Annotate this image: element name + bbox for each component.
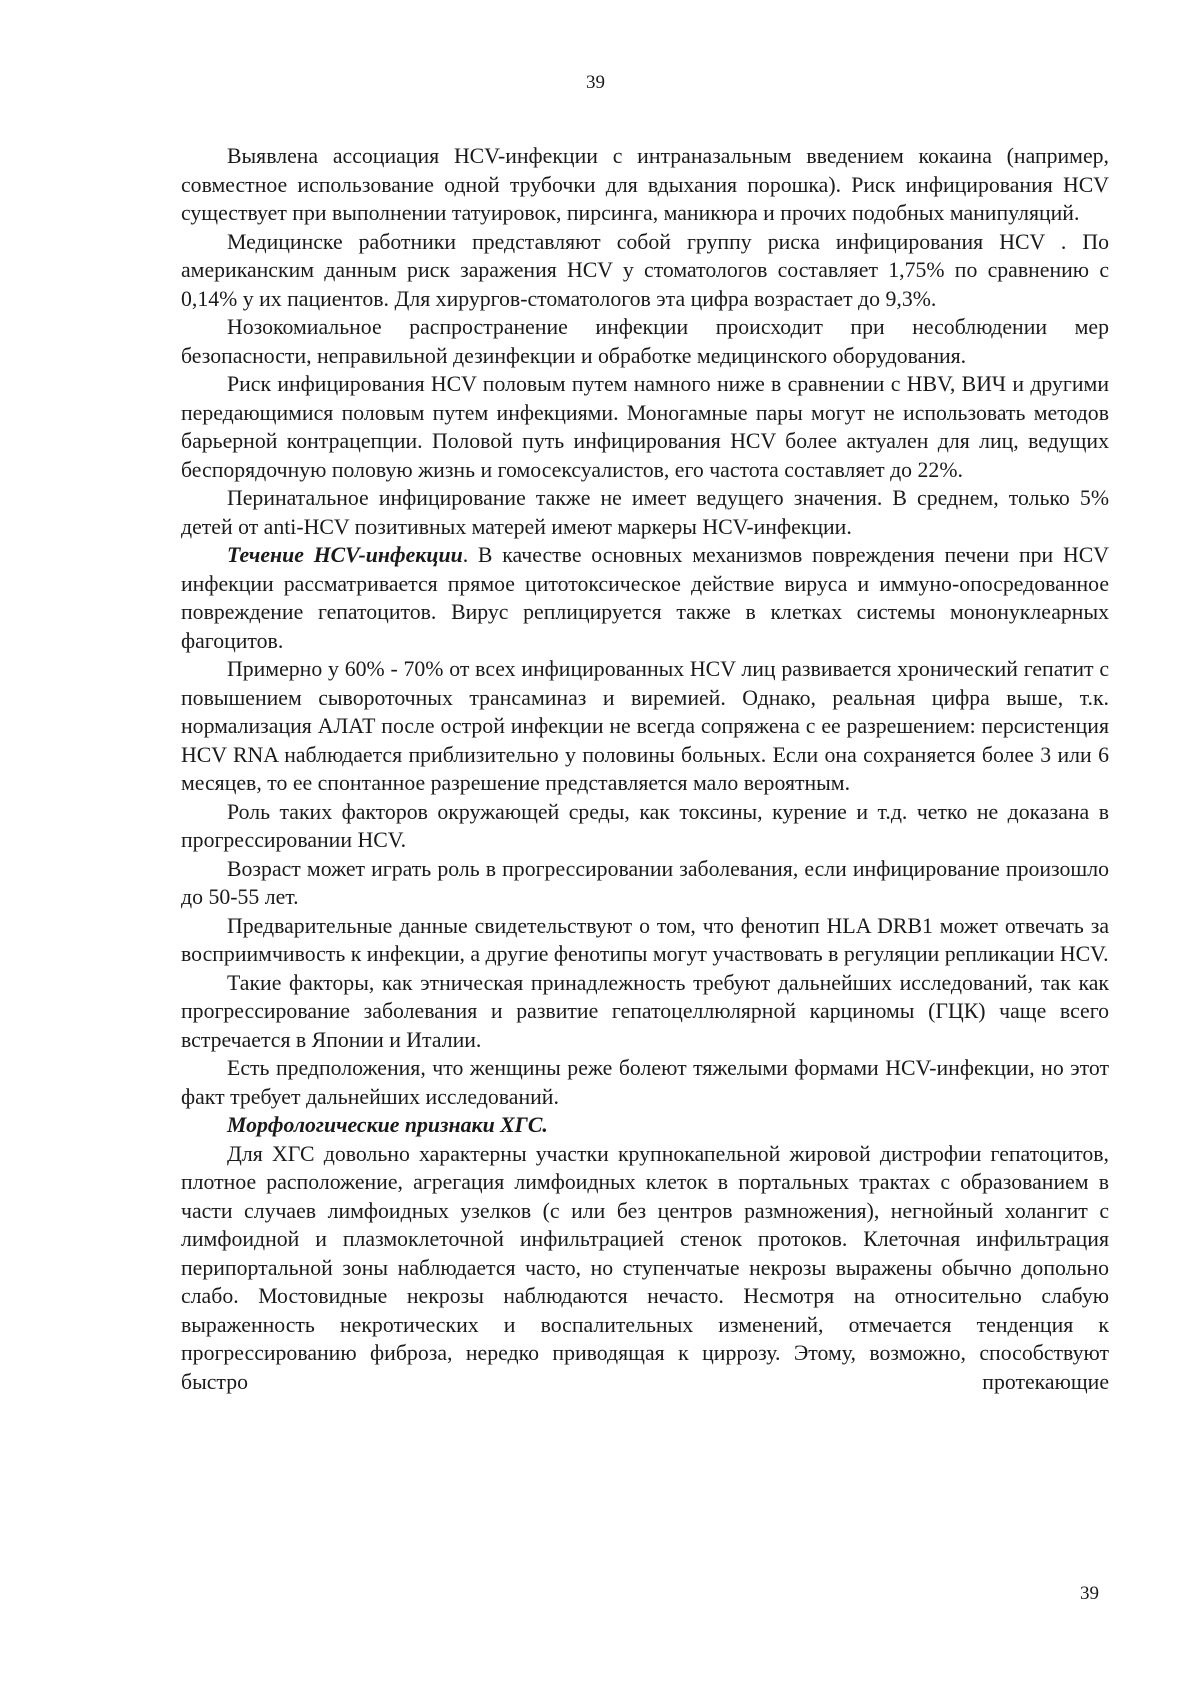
paragraph: Медицинске работники представляют собой группу риска инфицирования HCV . По американским данным риск заражения HCV у стоматологов составляет 1,75% по сравнению с 0,14% у их пациентов. Для хирургов-стоматологов эта цифра возрастает до 9,3%.	[181, 229, 1109, 311]
paragraph: Есть предположения, что женщины реже болеют тяжелыми формами HCV-инфекции, но этот факт требует дальнейших исследований.	[181, 1056, 1109, 1109]
section-heading-morphology: Морфологические признаки ХГС.	[227, 1113, 548, 1137]
paragraph: Перинатальное инфицирование также не имеет ведущего значения. В среднем, только 5% детей от anti-HCV позитивных матерей имеют маркеры HCV-инфекции.	[181, 486, 1109, 539]
paragraph: Примерно у 60% - 70% от всех инфицированных HCV лиц развивается хронический гепатит с повышением сывороточных трансаминаз и виремией. Однако, реальная цифра выше, т.к. нормализация АЛАТ после острой инфекции не всегда сопряжена с ее разрешением: персистенция HCV RNA наблюдается приблизительно у половины больных. Если она сохраняется более 3 или 6 месяцев, то ее спонтанное разрешение представляется мало вероятным.	[181, 657, 1109, 795]
paragraph: Выявлена ассоциация HCV-инфекции с интраназальным введением кокаина (например, совместное использование одной трубочки для вдыхания порошка). Риск инфицирования HCV существует при выполнении татуировок, пирсинга, маникюра и прочих подобных манипуляций.	[181, 144, 1109, 225]
paragraph-morphology: Для ХГС довольно характерны участки крупнокапельной жировой дистрофии гепатоцитов, плотное расположение, агрегация лимфоидных клеток в портальных трактах с образованием в части случаев лимфоидных узелков (с или без центров размножения), негнойный холангит с лимфоидной и плазмоклеточной инфильтрацией стенок протоков. Клеточная инфильтрация перипортальной зоны наблюдается часто, но ступенчатые некрозы выражены обычно допольно слабо. Мостовидные некрозы наблюдаются нечасто. Несмотря на относительно слабую выраженность некротических и воспалительных изменений, отмечается тенденция к прогрессированию фиброза, нередко приводящая к циррозу. Этому, возможно, способствуют быстро протекающие	[181, 1141, 1109, 1394]
paragraph: Риск инфицирования HCV половым путем намного ниже в сравнении с HBV, ВИЧ и другими передающимися половым путем инфекциями. Моногамные пары могут не использовать методов барьерной контрацепции. Половой путь инфицирования HCV более актуален для лиц, ведущих беспорядочную половую жизнь и гомосексуалистов, его частота составляет до 22%.	[181, 372, 1109, 482]
page-number-top: 39	[586, 72, 605, 93]
page-number-bottom: 39	[1080, 1583, 1099, 1604]
paragraph: Нозокомиальное распространение инфекции происходит при несоблюдении мер безопасности, неправильной дезинфекции и обработке медицинского оборудования.	[181, 315, 1109, 368]
paragraph-text: . В качестве основных механизмов повреждения печени при HCV инфекции рассматривается прямое цитотоксическое действие вируса и иммуно-опосредованное повреждение гепатоцитов. Вирус реплицируется также в клетках системы мононуклеарных фагоцитов.	[181, 543, 1109, 653]
paragraph: Возраст может играть роль в прогрессировании заболевания, если инфицирование произошло до 50-55 лет.	[181, 856, 1109, 909]
paragraph: Такие факторы, как этническая принадлежность требуют дальнейших исследований, так как прогрессирование заболевания и развитие гепатоцеллюлярной карциномы (ГЦК) чаще всего встречается в Японии и Италии.	[181, 970, 1109, 1052]
document-body	[181, 142, 1109, 1396]
paragraph-hcv-course	[181, 541, 1109, 655]
paragraph: Предварительные данные свидетельствуют о том, что фенотип HLA DRB1 может отвечать за восприимчивость к инфекции, а другие фенотипы могут участвовать в регуляции репликации HCV.	[181, 913, 1109, 966]
paragraph: Роль таких факторов окружающей среды, как токсины, курение и т.д. четко не доказана в прогрессировании HCV.	[181, 799, 1109, 852]
section-heading-hcv-course: Течение HCV-инфекции	[227, 543, 463, 567]
